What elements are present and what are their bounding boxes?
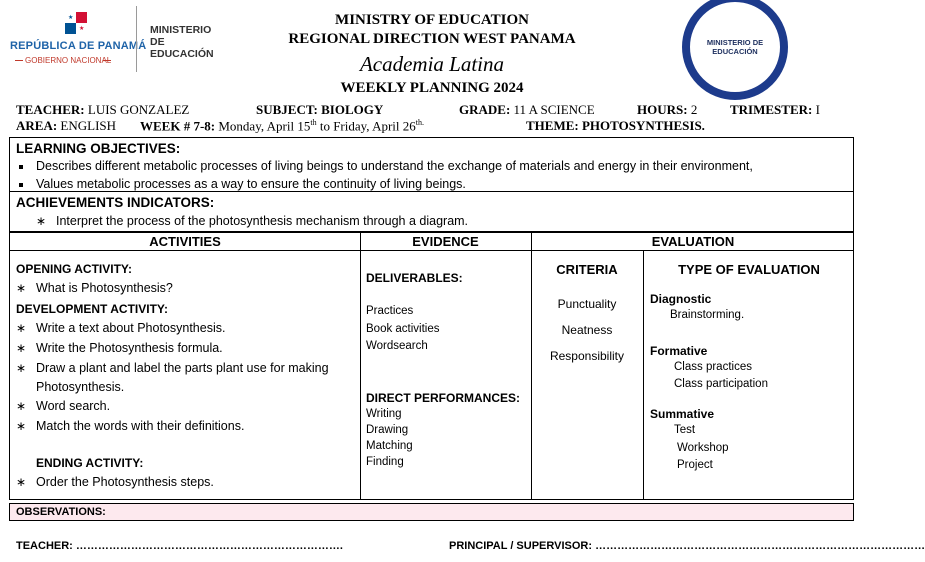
performance-item: Drawing — [366, 424, 409, 436]
planning-table — [9, 232, 854, 500]
asterisk-bullet-icon: ∗ — [16, 361, 27, 375]
objective-item: Values metabolic processes as a way to ensure the continuity of living beings. — [36, 177, 466, 191]
trimester-info: TRIMESTER: I — [730, 102, 820, 117]
theme-info: THEME: PHOTOSYNTHESIS. — [526, 118, 705, 133]
teacher-signature-line: TEACHER: ………………………………………………………………. — [16, 540, 343, 552]
activities-header: ACTIVITIES — [149, 234, 221, 249]
formative-title: Formative — [650, 344, 708, 358]
evaluation-header: EVALUATION — [651, 234, 735, 249]
deliverable-item: Wordsearch — [366, 340, 428, 352]
observations-box[interactable] — [9, 503, 854, 521]
observations-label: OBSERVATIONS: — [16, 506, 106, 518]
header-direction: REGIONAL DIRECTION WEST PANAMA — [288, 31, 576, 47]
formative-item: Class practices — [674, 361, 752, 373]
criteria-item: Punctuality — [557, 297, 617, 311]
activity-item: Write a text about Photosynthesis. — [36, 321, 226, 335]
ending-title: ENDING ACTIVITY: — [36, 456, 144, 470]
republic-name: REPÚBLICA DE PANAMÁ — [10, 40, 147, 52]
learning-objectives — [9, 137, 854, 192]
principal-signature-line: PRINCIPAL / SUPERVISOR: ……………………………………………………………………………… — [449, 540, 925, 552]
development-title: DEVELOPMENT ACTIVITY: — [16, 302, 169, 316]
square-bullet-icon — [19, 165, 23, 169]
performances-title: DIRECT PERFORMANCES: — [366, 391, 521, 405]
formative-item: Class participation — [674, 378, 768, 390]
ministry-logo-text: MINISTERIO DE EDUCACIÓN — [150, 24, 214, 60]
area-info: AREA: ENGLISH — [16, 118, 117, 133]
criteria-item: Neatness — [561, 323, 613, 337]
achievements-heading: ACHIEVEMENTS INDICATORS: — [16, 195, 215, 210]
panama-logo — [10, 8, 225, 72]
asterisk-bullet-icon: ∗ — [16, 399, 27, 413]
activity-item: Match the words with their definitions. — [36, 419, 245, 433]
government-name: GOBIERNO NACIONAL — [25, 56, 112, 65]
criteria-item: Responsibility — [549, 349, 625, 363]
ministry-seal — [680, 0, 786, 98]
activity-item: Word search. — [36, 399, 111, 413]
activity-item: What is Photosynthesis? — [36, 281, 173, 295]
summative-item: Project — [677, 459, 713, 471]
summative-item: Test — [674, 424, 696, 436]
panama-flag-icon: ★ ★ — [65, 12, 87, 34]
week-info: WEEK # 7-8: Monday, April 15th to Friday, April $26^{th.}$ — [140, 118, 424, 134]
performance-item: Writing — [366, 408, 402, 420]
asterisk-bullet-icon: ∗ — [36, 214, 47, 228]
asterisk-bullet-icon: ∗ — [16, 341, 27, 355]
seal-text: MINISTERIO DE EDUCACIÓN — [706, 38, 764, 56]
logo-divider — [136, 6, 137, 72]
asterisk-bullet-icon: ∗ — [16, 281, 27, 295]
summative-title: Summative — [650, 407, 715, 421]
planning-title: WEEKLY PLANNING 2024 — [340, 80, 524, 96]
performance-item: Finding — [366, 456, 404, 468]
activity-item-continued: Photosynthesis. — [36, 380, 125, 394]
subject-info: SUBJECT: BIOLOGY — [256, 102, 384, 117]
summative-item: Workshop — [677, 442, 729, 454]
diagnostic-item: Brainstorming. — [670, 309, 745, 321]
activity-item: Write the Photosynthesis formula. — [36, 341, 223, 355]
grade-info: GRADE: 11 A SCIENCE — [459, 102, 595, 117]
evaluation-type-title: TYPE OF EVALUATION — [678, 262, 820, 277]
asterisk-bullet-icon: ∗ — [16, 419, 27, 433]
achievements-indicators — [9, 192, 854, 232]
asterisk-bullet-icon: ∗ — [16, 475, 27, 489]
criteria-title: CRITERIA — [556, 262, 618, 277]
achievement-item: Interpret the process of the photosynthesis mechanism through a diagram. — [56, 214, 469, 228]
teacher-info: TEACHER: LUIS GONZALEZ — [16, 102, 190, 117]
square-bullet-icon — [19, 183, 23, 187]
activity-item: Order the Photosynthesis steps. — [36, 475, 214, 489]
deliverable-item: Book activities — [366, 323, 440, 335]
diagnostic-title: Diagnostic — [650, 292, 712, 306]
evidence-header: EVIDENCE — [412, 234, 479, 249]
school-name: Academia Latina — [359, 52, 505, 76]
deliverable-item: Practices — [366, 305, 414, 317]
activity-item: Draw a plant and label the parts plant use for making — [36, 361, 329, 375]
objectives-heading: LEARNING OBJECTIVES: — [16, 141, 181, 156]
opening-title: OPENING ACTIVITY: — [16, 262, 133, 276]
header-ministry: MINISTRY OF EDUCATION — [335, 12, 529, 28]
asterisk-bullet-icon: ∗ — [16, 321, 27, 335]
deliverables-title: DELIVERABLES: — [366, 271, 463, 285]
performance-item: Matching — [366, 440, 413, 452]
hours-info: HOURS: 2 — [637, 102, 698, 117]
objective-item: Describes different metabolic processes of living beings to understand the exchange of materials and energy in their environment, — [36, 159, 753, 173]
